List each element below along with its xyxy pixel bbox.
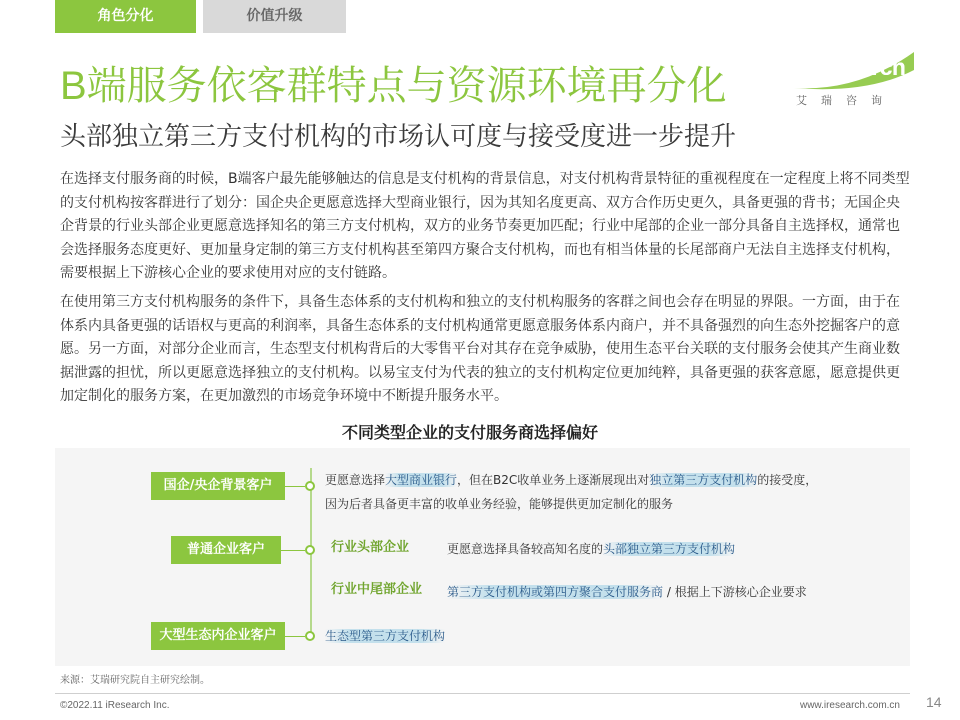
soe-desc-text-a: 更愿意选择 (325, 473, 386, 487)
tail-highlight-provider: 第三方支付机构或第四方聚合支付服务商 (447, 585, 664, 599)
soe-desc-text-c: ，但在B2C收单业务上逐渐展现出对 (457, 473, 650, 487)
category-soe-clients: 国企/央企背景客户 (151, 472, 285, 500)
tail-desc-text: / 根据上下游核心企业要求 (663, 585, 807, 599)
tail-description (447, 580, 807, 604)
footer-copyright: ©2022.11 iResearch Inc. (60, 700, 170, 711)
connector-soe (285, 486, 305, 487)
payment-provider-preference-diagram (55, 448, 910, 668)
page-number: 14 (926, 694, 942, 710)
sub-head-enterprise: 行业头部企业 (331, 540, 410, 555)
head-description (447, 537, 735, 561)
soe-highlight-independent: 独立第三方支付机构 (649, 473, 758, 487)
tab-role-differentiation[interactable]: 角色分化 (55, 0, 196, 33)
source-note: 来源：艾瑞研究院自主研究绘制。 (60, 675, 210, 686)
tab-value-upgrade[interactable]: 价值升级 (203, 0, 346, 33)
soe-desc-text-e: 的接受度， (757, 473, 818, 487)
page-title: B端服务依客群特点与资源环境再分化 (60, 64, 727, 108)
footer-divider (55, 693, 910, 694)
body-paragraph-2: 在使用第三方支付机构服务的条件下，具备生态体系的支付机构和独立的支付机构服务的客群之间也会存在明显的界限。一方面，由于在体系内具备更强的话语权与更高的利润率，具备生态体系的支付机构通常更愿意服务体系内商户，并不具备强烈的向生态外挖掘客户的意愿。另一方面，对部分企业而言，生态型支付机构背后的大零售平台对其存在竞争威胁，使用生态平台关联的支付服务会使其产生商业数据泄露的担忧，所以更愿意选择独立的支付机构。以易宝支付为代表的独立的支付机构定位更加纯粹，具备更强的获客意愿，愿意提供更加定制化的服务方案，在更加激烈的市场竞争环境中不断提升服务水平。 (60, 294, 900, 404)
soe-description-line1 (325, 468, 817, 492)
logo-wordmark: iResearch (800, 54, 906, 80)
sub-tail-enterprise: 行业中尾部企业 (331, 582, 423, 597)
footer-website[interactable]: www.iresearch.com.cn (799, 700, 900, 711)
head-desc-text: 更愿意选择具备较高知名度的 (447, 542, 604, 556)
eco-description (325, 624, 445, 648)
node-dot-eco (305, 631, 315, 641)
body-paragraph-1: 在选择支付服务商的时候，B端客户最先能够触达的信息是支付机构的背景信息，对支付机构背景特征的重视程度在一定程度上将不同类型的支付机构按客群进行了划分：国企央企更愿意选择大型商业银行，因为其知名度更高、双方合作历史更久，具备更强的背书；无国企央企背景的行业头部企业更愿意选择知名的第三方支付机构，双方的业务节奏更加匹配；行业中尾部的企业一部分具备自主选择权，通常也会选择服务态度更好、更加量身定制的第三方支付机构甚至第四方聚合支付机构，而也有相当体量的长尾部商户无法自主选择支付机构，需要根据上下游核心企业的要求使用对应的支付链路。 (60, 171, 910, 281)
eco-highlight-provider: 生态型第三方支付机构 (325, 629, 446, 643)
category-normal-clients: 普通企业客户 (171, 536, 281, 564)
page-subtitle: 头部独立第三方支付机构的市场认可度与接受度进一步提升 (60, 122, 737, 152)
connector-normal (281, 550, 305, 551)
head-highlight-provider: 头部独立第三方支付机构 (603, 542, 736, 556)
iresearch-logo (788, 48, 918, 110)
category-eco-clients: 大型生态内企业客户 (151, 622, 285, 650)
node-dot-soe (305, 481, 315, 491)
soe-highlight-bank: 大型商业银行 (385, 473, 458, 487)
logo-chinese-name: 艾瑞咨询 (796, 94, 896, 107)
node-dot-normal (305, 545, 315, 555)
diagram-title: 不同类型企业的支付服务商选择偏好 (341, 423, 598, 442)
connector-eco (285, 636, 305, 637)
soe-description-line2: 因为后者具备更丰富的收单业务经验，能够提供更加定制化的服务 (325, 497, 674, 511)
